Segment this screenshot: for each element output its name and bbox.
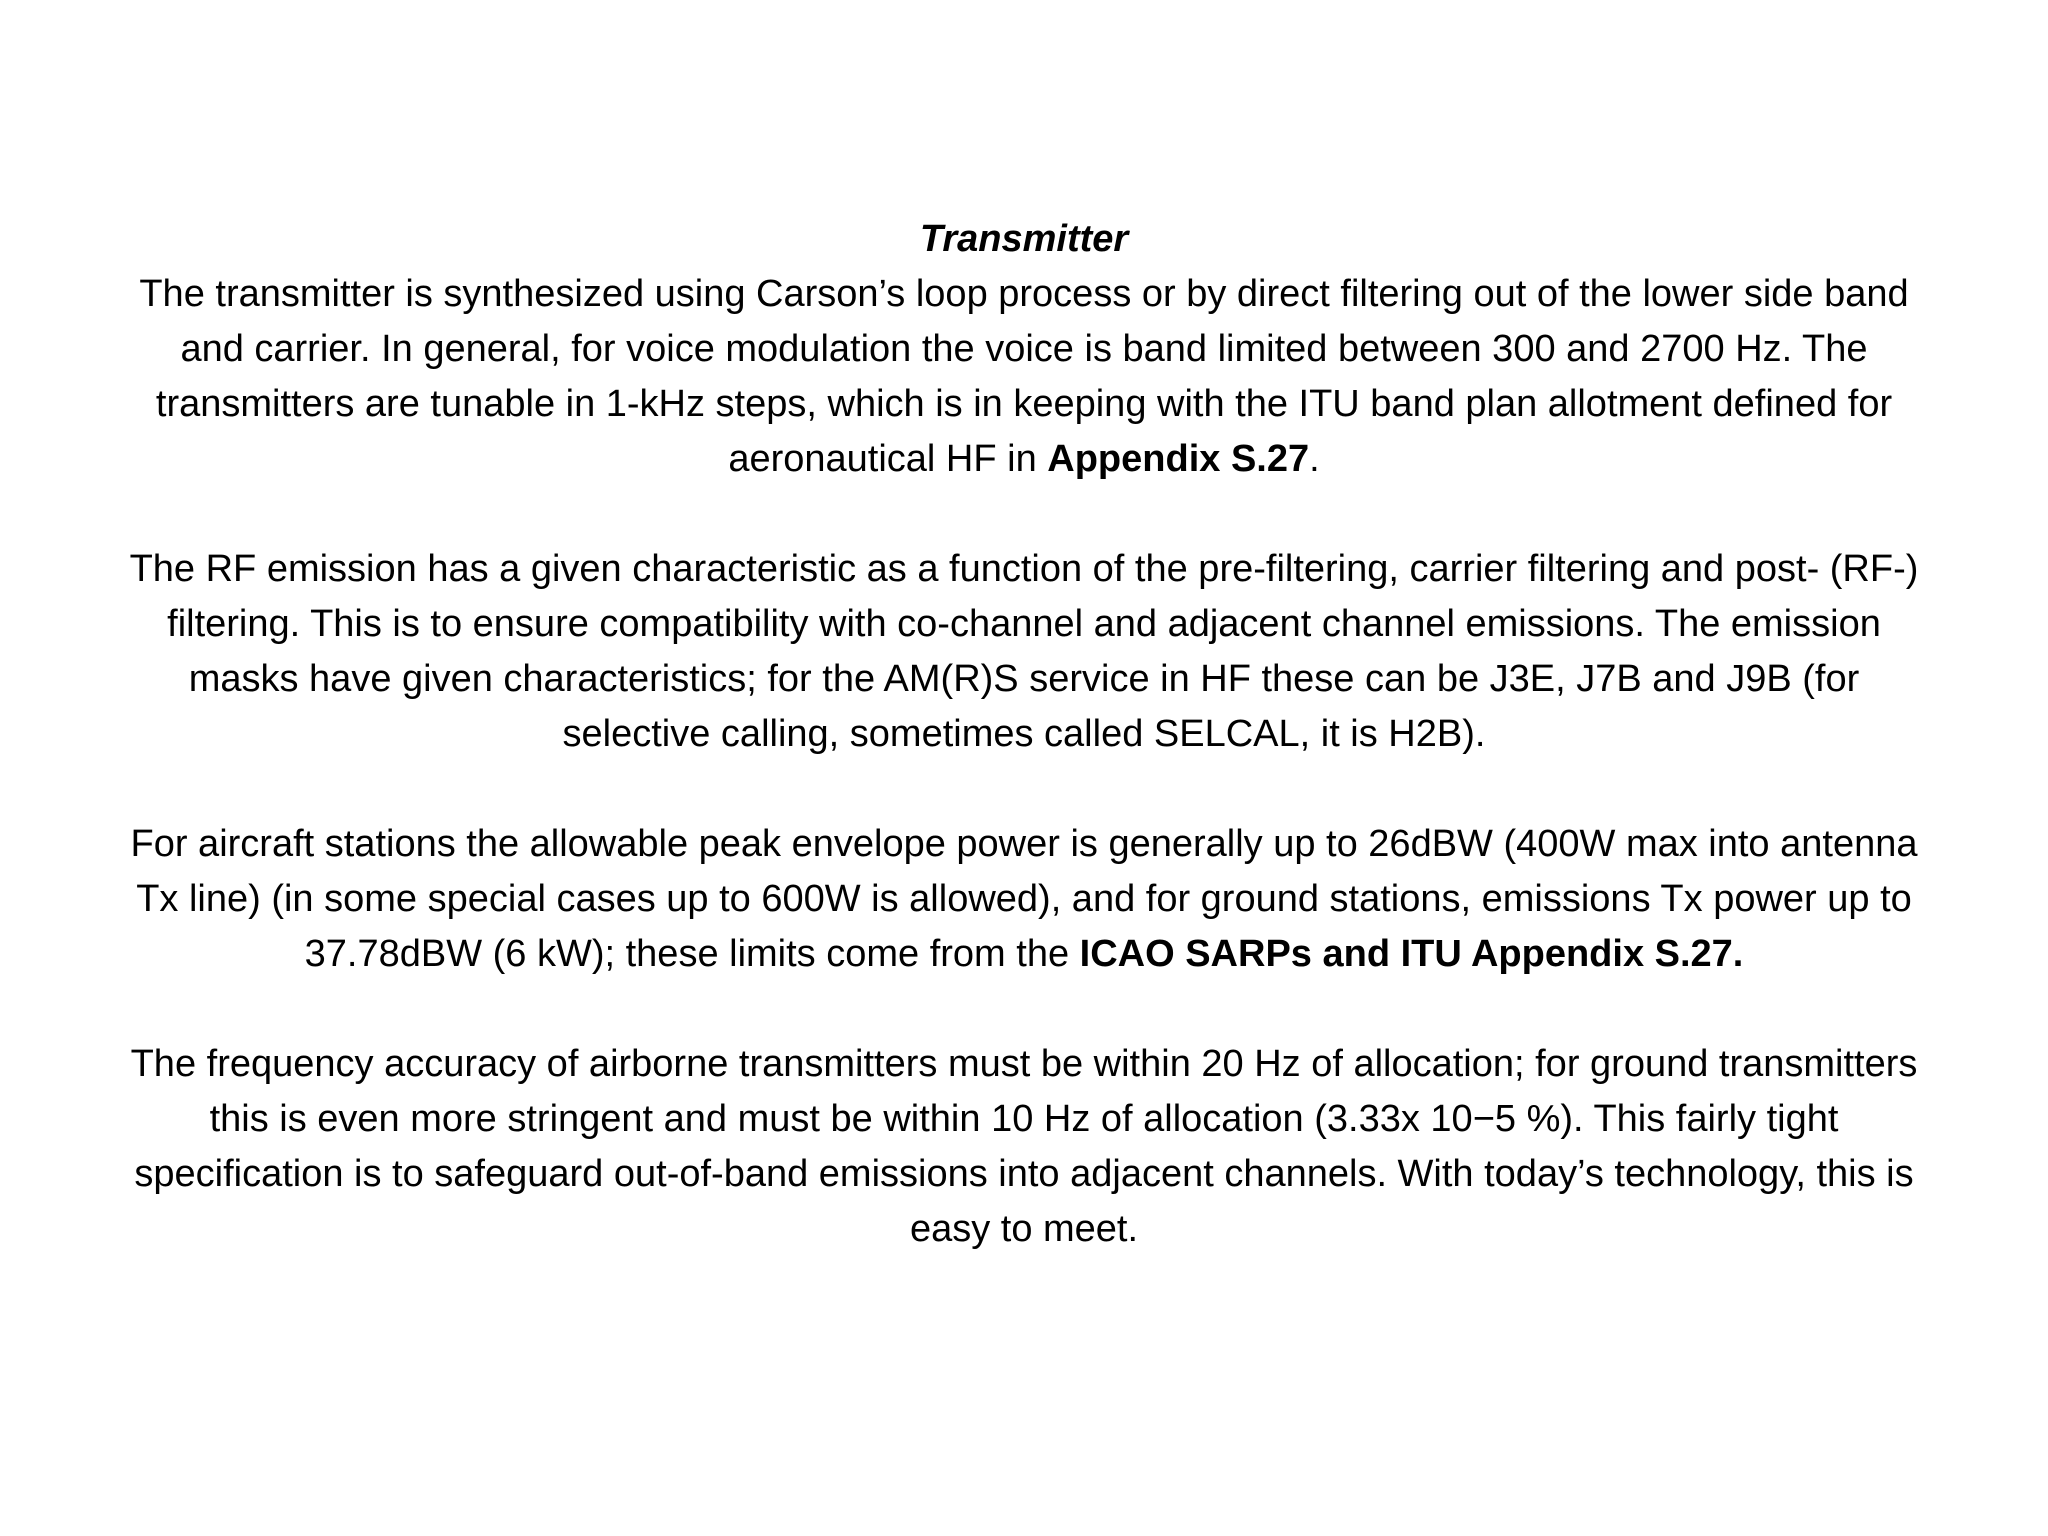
paragraph-frequency-accuracy: The frequency accuracy of airborne transmitters must be within 20 Hz of allocation; for ground transmitters this is even more stringent and must be within 10 Hz of allocation (3.33x 10−5 %). This fairly tight specification is to safeguard out-of-band emissions into adjacent channels. With today’s technology, this is easy to meet. [130,1043,1918,1250]
paragraph-power-limits [110,817,1938,982]
paragraph-transmitter-synthesis [110,267,1938,487]
paragraph-1-text: The transmitter is synthesized using Carson’s loop process or by direct filtering out of the lower side band and carrier. In general, for voice modulation the voice is band limited between 300 and 2700 Hz. The transmitters are tunable in 1-kHz steps, which is in keeping with the ITU band plan allotment defined for aeronautical HF in [139,273,1909,480]
paragraph-1-bold: Appendix S.27 [1047,438,1310,480]
paragraph-rf-emission: The RF emission has a given characteristic as a function of the pre-filtering, carrier filtering and post- (RF-) filtering. This is to ensure compatibility with co-channel and adjacent channel emissions. The emission masks have given characteristics; for the AM(R)S service in HF these can be J3E, J7B and J9B (for selective calling, sometimes called SELCAL, it is H2B). [129,548,1919,755]
slide-content [110,212,1938,1257]
slide-title: Transmitter [919,218,1129,260]
paragraph-1-tail: . [1309,438,1320,480]
paragraph-3-text: For aircraft stations the allowable peak envelope power is generally up to 26dBW (400W max into antenna Tx line) (in some special cases up to 600W is allowed), and for ground stations, emissions Tx power up to 37.78dBW (6 kW); these limits come from the [130,823,1918,975]
paragraph-3-bold: ICAO SARPs and ITU Appendix S.27. [1079,933,1744,975]
